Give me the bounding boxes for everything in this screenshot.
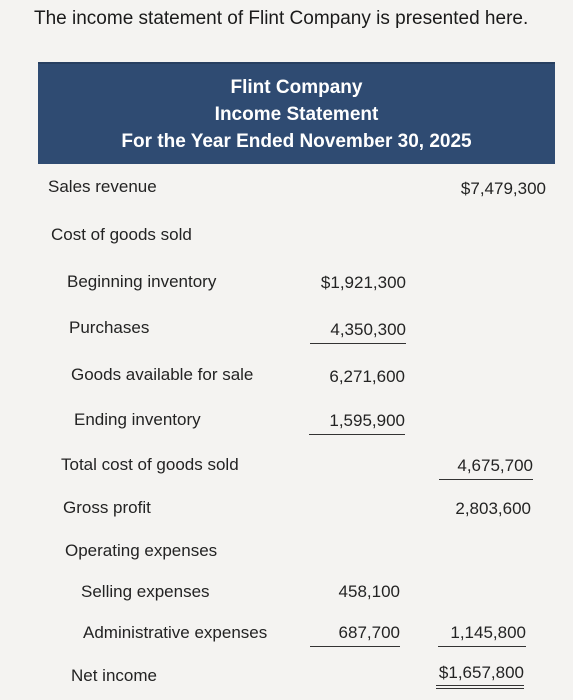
purchases-amount: 4,350,300 (310, 320, 406, 344)
selling-expenses-label: Selling expenses (81, 582, 210, 601)
purchases-label: Purchases (69, 318, 150, 337)
total-operating-expenses-amount: 1,145,800 (438, 623, 526, 647)
ending-inventory-amount: 1,595,900 (309, 411, 405, 435)
statement-title: Income Statement (214, 104, 379, 125)
net-income-label: Net income (71, 666, 157, 685)
total-cogs-label: Total cost of goods sold (61, 455, 239, 474)
beginning-inventory-amount: $1,921,300 (320, 273, 406, 292)
statement-header (38, 62, 555, 164)
gross-profit-label: Gross profit (63, 498, 151, 517)
total-cogs-amount: 4,675,700 (439, 456, 533, 480)
goods-available-label: Goods available for sale (71, 365, 254, 384)
administrative-expenses-amount: 687,700 (310, 623, 400, 647)
sales-revenue-amount: $7,479,300 (460, 179, 546, 198)
goods-available-amount: 6,271,600 (329, 367, 405, 386)
intro-text: The income statement of Flint Company is presented here. (34, 8, 529, 29)
operating-expenses-heading: Operating expenses (65, 541, 218, 560)
statement-period: For the Year Ended November 30, 2025 (121, 131, 472, 152)
beginning-inventory-label: Beginning inventory (67, 272, 217, 291)
administrative-expenses-label: Administrative expenses (83, 623, 268, 642)
sales-revenue-label: Sales revenue (48, 177, 157, 196)
ending-inventory-label: Ending inventory (74, 410, 201, 429)
selling-expenses-amount: 458,100 (338, 582, 400, 601)
cogs-heading: Cost of goods sold (51, 225, 192, 244)
net-income-amount: $1,657,800 (436, 663, 524, 689)
company-name: Flint Company (230, 77, 363, 98)
gross-profit-amount: 2,803,600 (455, 499, 531, 518)
